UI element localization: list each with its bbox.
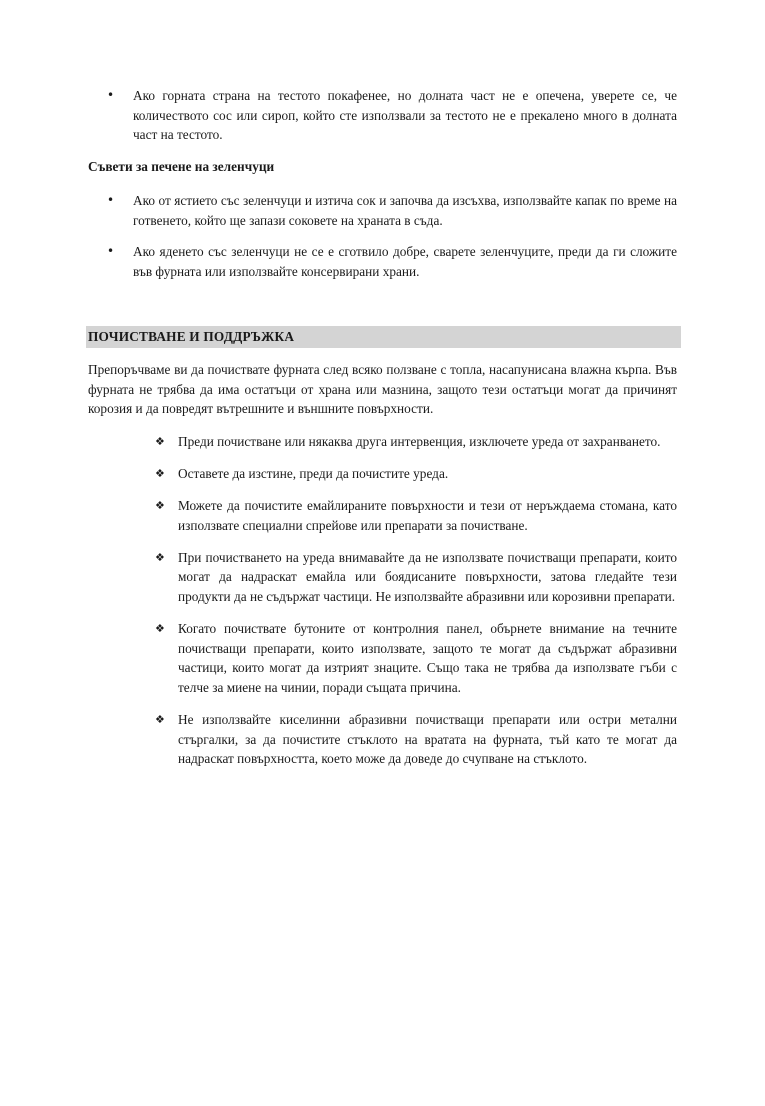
list-item-text: При почистването на уреда внимавайте да не използвате почистващи препарати, които могат да надраскат емайла или боядисаните повърхности, затова гледайте тези продукти да не съдържат частици. Не използвайте абразивни или корозивни препарати.	[178, 549, 677, 605]
list-item	[155, 619, 677, 697]
list-item-text: Можете да почистите емайлираните повърхности и тези от неръждаема стомана, като използвате специални спрейове или препарати за почистване.	[178, 498, 677, 533]
vegetable-tips-heading: Съвети за печене на зеленчуци	[88, 159, 275, 174]
list-item-text: Когато почиствате бутоните от контролния панел, обърнете внимание на течните почистващи препарати, които използвате, защото те могат да съдържат абразивни частици, които могат да изтрият знаците. Също така не трябва да използвате гъби с телче за миене на чинии, поради същата причина.	[178, 621, 677, 695]
section-intro-paragraph: Препоръчваме ви да почиствате фурната след всяко ползване с топла, насапунисана влажна кърпа. Във фурната не трябва да има остатъци от храна или мазнина, защото тези остатъци могат да причинят корозия и да повредят вътрешните и външните повърхности.	[88, 362, 677, 417]
list-item-text: Ако горната страна на тестото покафенее, но долната част не е опечена, уверете се, че количеството сос или сироп, който сте използвали за тестото не е прекалено много в долната част на тестото.	[133, 88, 677, 143]
list-item-text: Оставете да изстине, преди да почистите уреда.	[178, 466, 449, 482]
diamond-bullet-icon: ❖	[155, 499, 165, 513]
diamond-bullet-icon: ❖	[155, 435, 165, 448]
diamond-bullet-icon: ❖	[155, 713, 165, 727]
list-item	[155, 710, 677, 769]
list-item-text: Не използвайте киселинни абразивни почистващи препарати или остри метални стъргалки, за да почистите стъклото на вратата на фурната, тъй като те могат да надраскат повърхността, което може да доведе до счупване на стъклото.	[178, 712, 677, 767]
list-item	[155, 548, 677, 607]
diamond-bullet-icon: ❖	[155, 622, 165, 636]
bullet-icon: •	[107, 244, 115, 259]
diamond-bullet-icon: ❖	[155, 550, 165, 564]
list-item	[155, 464, 677, 484]
cleaning-instructions-list	[155, 432, 677, 781]
bullet-icon: •	[107, 193, 115, 207]
list-item	[107, 242, 677, 281]
list-item	[107, 86, 677, 145]
baking-tips-list	[107, 86, 677, 158]
list-item-text: Ако яденето със зеленчуци не се е сготвило добре, сварете зеленчуците, преди да ги сложите във фурната или използвайте консервирани храни.	[133, 244, 677, 279]
list-item-text: Ако от ястието със зеленчуци и изтича сок и започва да изсъхва, използвайте капак по време на готвенето, който ще запази соковете на храната в съда.	[133, 193, 677, 228]
list-item	[107, 191, 677, 230]
section-header-bar	[86, 326, 681, 348]
vegetable-tips-list	[107, 191, 677, 294]
section-title: ПОЧИСТВАНЕ И ПОДДРЪЖКА	[88, 329, 295, 344]
diamond-bullet-icon: ❖	[155, 467, 165, 481]
list-item	[155, 496, 677, 535]
list-item	[155, 432, 677, 452]
list-item-text: Преди почистване или някаква друга интервенция, изключете уреда от захранването.	[178, 434, 661, 449]
bullet-icon: •	[107, 88, 115, 102]
